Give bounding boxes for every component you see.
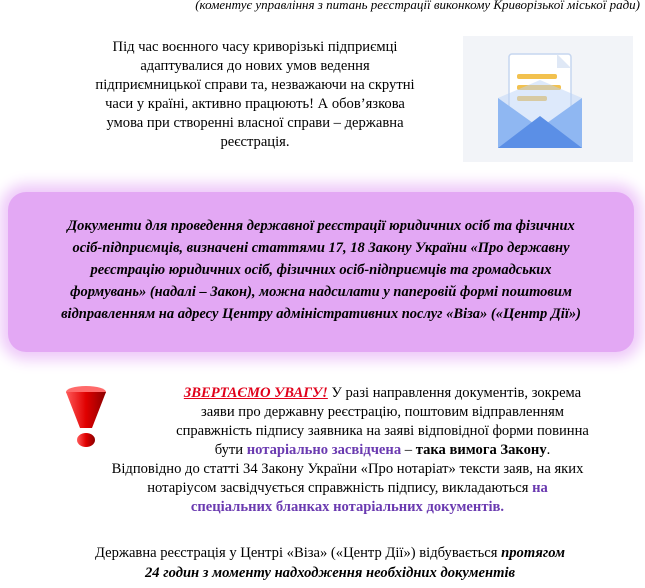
intro-line: умова при створенні власної справи – державна (106, 115, 404, 131)
notice-text: нотаріусом засвідчується справжність підпису, викладаються (147, 480, 533, 496)
panel-line: формувань» (надалі – Закон), можна надсилати у паперовій формі поштовим (70, 284, 572, 300)
attention-label: ЗВЕРТАЄМО УВАГУ! (183, 385, 328, 401)
notarial-highlight: нотаріально засвідчена (246, 442, 402, 458)
intro-line: реєстрація. (220, 134, 290, 150)
special-forms-line: спеціальних бланках нотаріальних документів. (190, 499, 505, 515)
intro-line: Під час воєнного часу криворізькі підприємці (112, 39, 398, 55)
panel-line: реєстрацію юридичних осіб, фізичних осіб-підприємців та громадських (90, 262, 552, 278)
intro-line: адаптувалися до нових умов ведення (140, 58, 370, 74)
panel-line: відправленням на адресу Центру адміністративних послуг «Віза» («Центр Дії») (61, 306, 581, 322)
intro-line: часи у країні, активно працюють! А обов’язкова (105, 96, 405, 112)
info-panel-text (10, 215, 632, 325)
panel-line: Документи для проведення державної реєстрації юридичних осіб та фізичних (67, 218, 575, 234)
notice-paragraph (60, 384, 635, 517)
notice-line (60, 479, 635, 498)
footer-emphasis: протягом (501, 545, 566, 561)
special-forms-highlight: на (532, 480, 548, 496)
notice-line: заяви про державну реєстрацію, поштовим відправленням (200, 404, 565, 420)
intro-paragraph (60, 38, 450, 152)
footer-line (30, 543, 630, 563)
envelope-icon (463, 36, 633, 162)
footer-line: 24 годин з моменту надходження необхідних документів (144, 565, 516, 581)
intro-line: підприємницької справи та, незважаючи на скрутні (95, 77, 415, 93)
footer-text: Державна реєстрація у Центрі «Віза» («Центр Дії») відбувається (94, 545, 502, 561)
notice-text: бути (214, 442, 247, 458)
notice-line (60, 441, 635, 460)
panel-line: осіб-підприємців, визначені статтями 17, 18 Закону України «Про державну (72, 240, 570, 256)
notice-text: . (546, 442, 551, 458)
subtitle: (коментує управління з питань реєстрації виконкому Криворізької міської ради) (195, 0, 640, 12)
notice-text: – (401, 442, 416, 458)
notice-line: справжність підпису заявника на заяві відповідної форми повинна (176, 423, 589, 439)
law-requirement: така вимога Закону (415, 442, 547, 458)
notice-text: У разі направлення документів, зокрема (327, 385, 582, 401)
notice-line (60, 384, 635, 403)
footer-paragraph (30, 543, 630, 583)
notice-line: Відповідно до статті 34 Закону України «Про нотаріат» тексти заяв, на яких (111, 461, 584, 477)
